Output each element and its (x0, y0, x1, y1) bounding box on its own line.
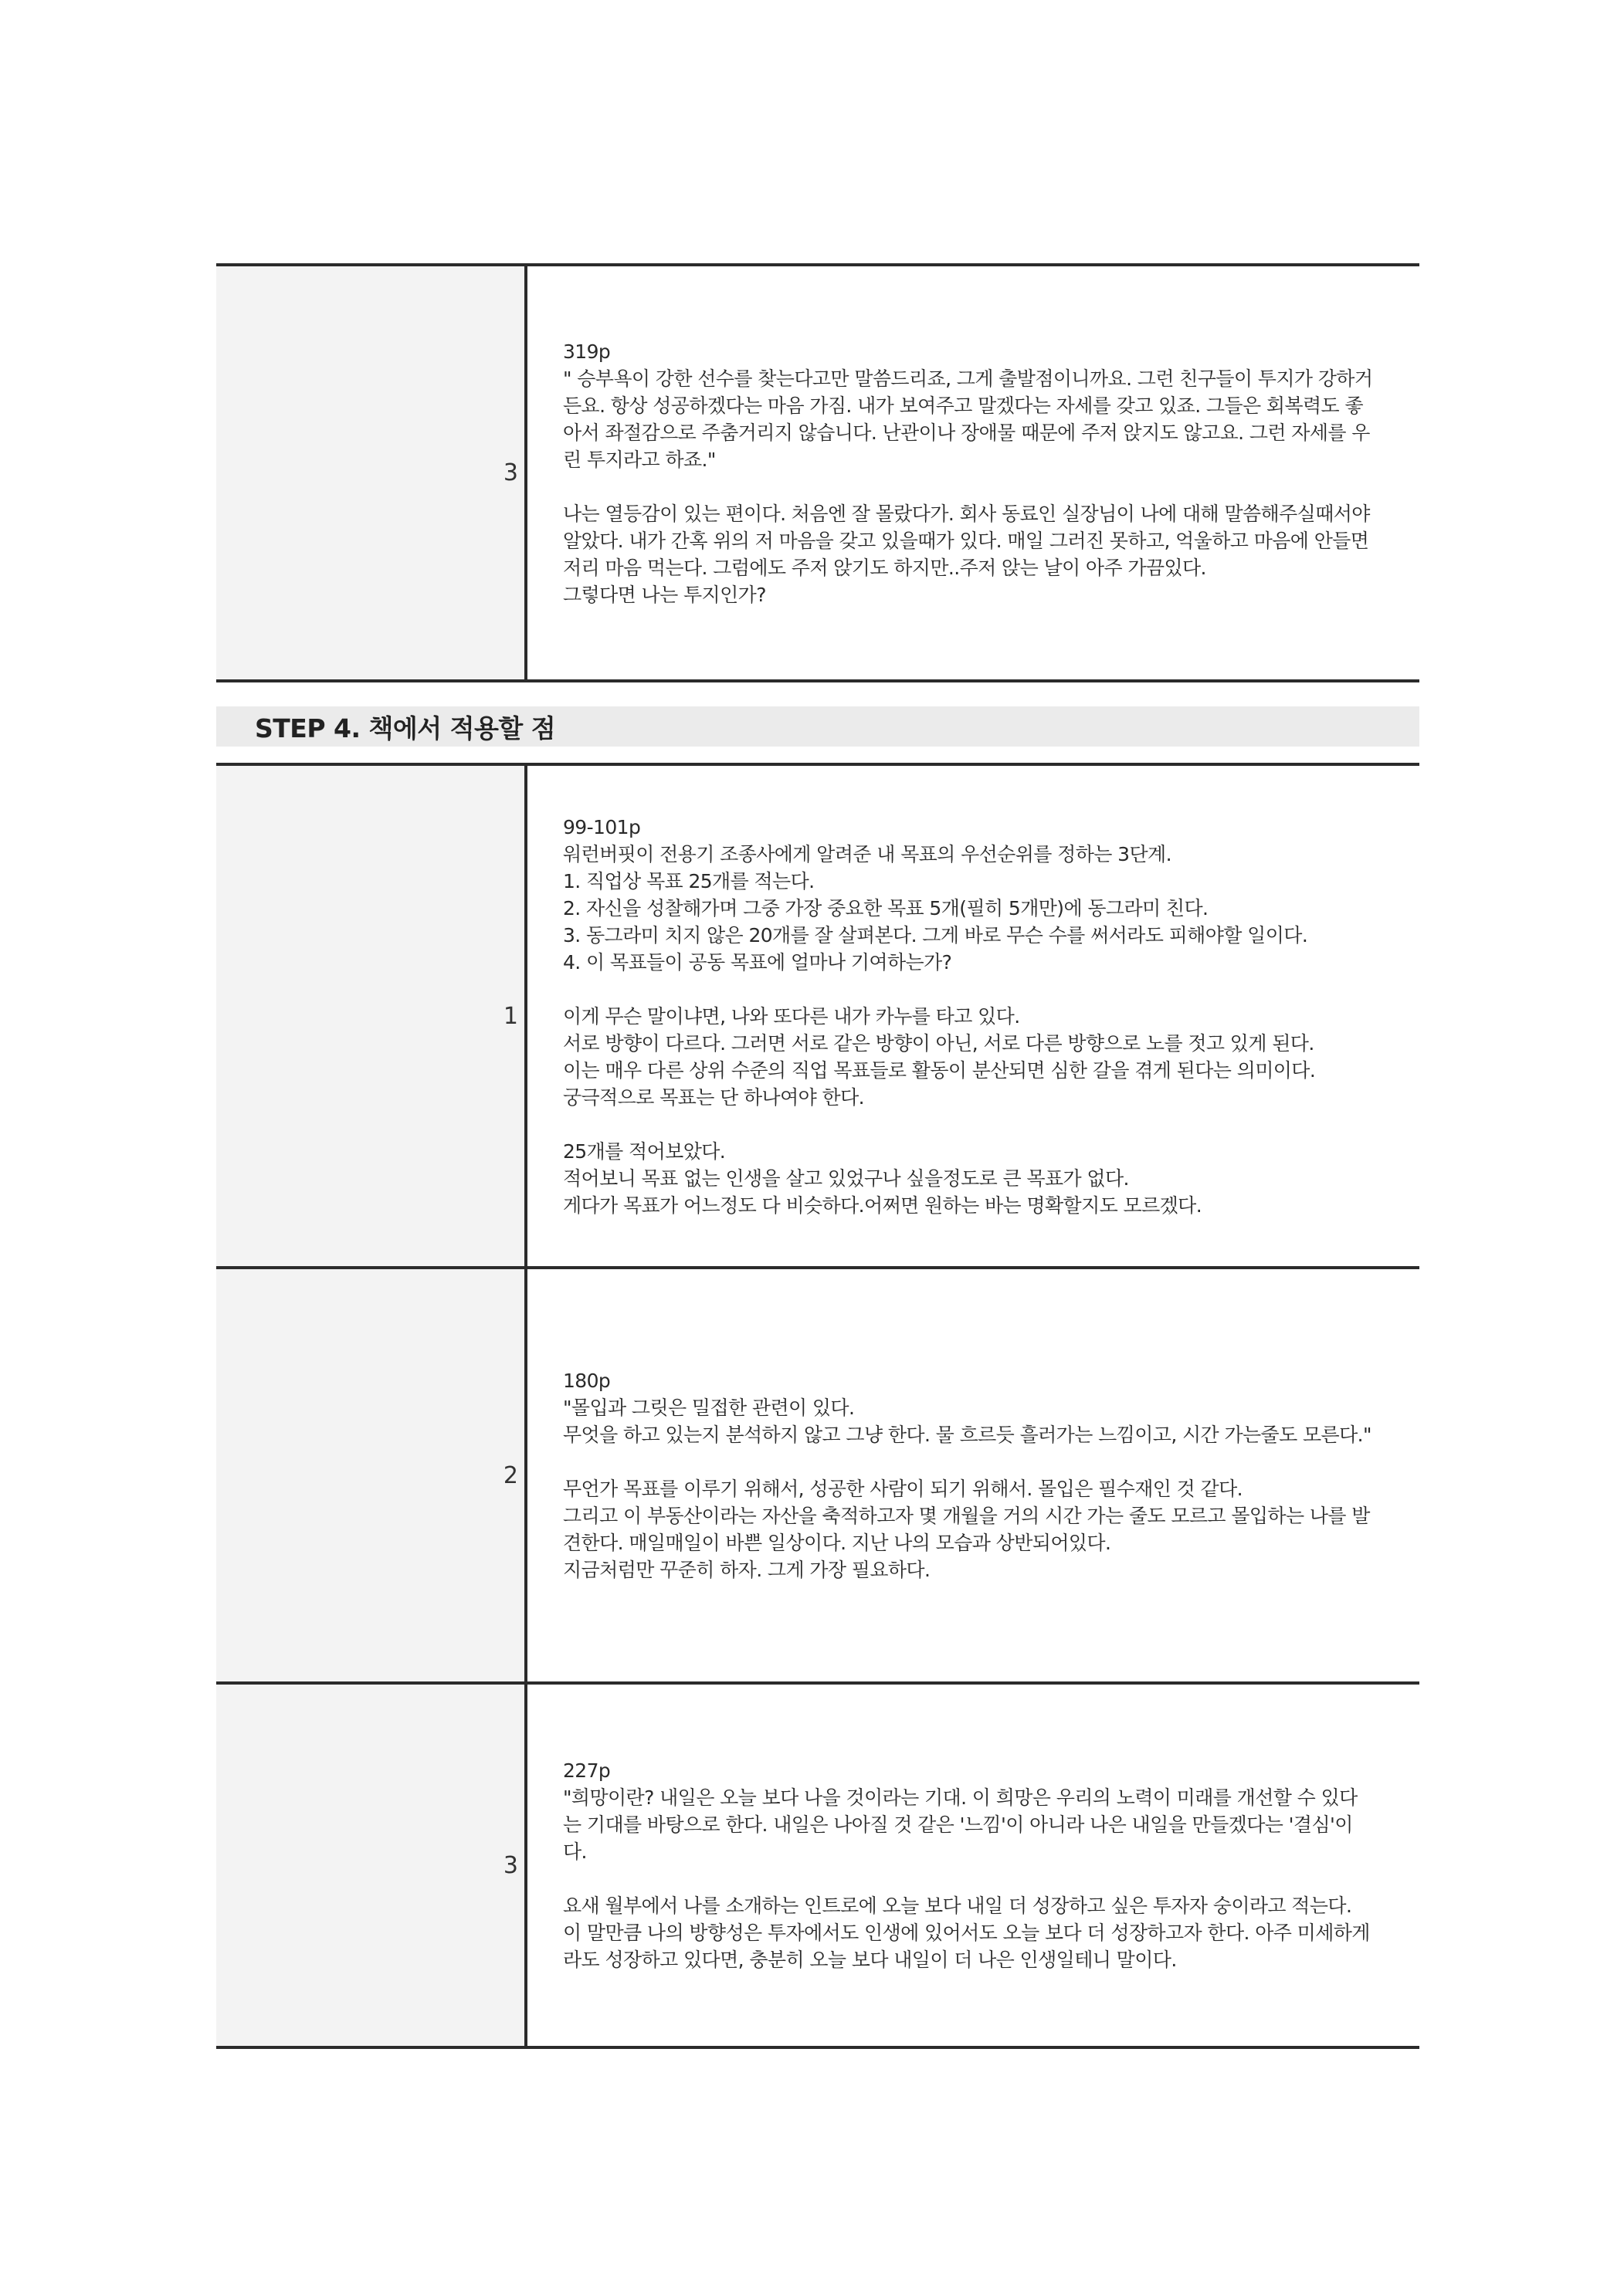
text-line: 319p (563, 340, 611, 363)
text-line: 저리 마음 먹는다. 그럼에도 주저 앉기도 하지만..주저 앉는 날이 아주 가끔있다. (563, 556, 1206, 579)
text-line: 180p (563, 1370, 611, 1392)
text-line: 무언가 목표를 이루기 위해서, 성공한 사람이 되기 위해서. 몰입은 필수재인 것 같다. (563, 1478, 1243, 1500)
text-line: 이는 매우 다른 상위 수준의 직업 목표들로 활동이 분산되면 심한 갈을 겪게 된다는 의미이다. (563, 1058, 1316, 1082)
table-row (216, 1269, 1419, 1685)
text-line: 게다가 목표가 어느정도 다 비슷하다.어쩌면 원하는 바는 명확할지도 모르겠다. (563, 1194, 1202, 1217)
text-line: 3. 동그라미 치지 않은 20개를 잘 살펴본다. 그게 바로 무슨 수를 써서라도 피해야할 일이다. (563, 923, 1308, 947)
text-line: 라도 성장하고 있다면, 충분히 오늘 보다 내일이 더 나은 인생일테니 말이다. (563, 1949, 1177, 1971)
row-content (527, 1685, 1419, 2046)
text-line: 이 말만큼 나의 방향성은 투자에서도 인생에 있어서도 오늘 보다 더 성장하고자 한다. 아주 미세하게 (563, 1922, 1370, 1944)
text-line: 아서 좌절감으로 주춤거리지 않습니다. 난관이나 장애물 때문에 주저 앉지도 않고요. 그런 자세를 우 (563, 421, 1370, 444)
text-line: 그렇다면 나는 투지인가? (563, 583, 766, 606)
text-line: 무엇을 하고 있는지 분석하지 않고 그냥 한다. 물 흐르듯 흘러가는 느낌이고, 시간 가는줄도 모른다." (563, 1424, 1371, 1446)
text-line: 알았다. 내가 간혹 위의 저 마음을 갖고 있을때가 있다. 매일 그러진 못하고, 억울하고 마음에 안들면 (563, 529, 1369, 552)
row-number: 1 (216, 766, 527, 1266)
text-line: 는 기대를 바탕으로 한다. 내일은 나아질 것 같은 '느낌'이 아니라 나은 내일을 만들겠다는 '결심'이 (563, 1813, 1353, 1836)
text-line: 린 투지라고 하죠." (563, 448, 716, 471)
text-line: 궁극적으로 목표는 단 하나여야 한다. (563, 1085, 864, 1109)
row-number: 3 (216, 1685, 527, 2046)
table-row (216, 766, 1419, 1269)
text-line: "몰입과 그릿은 밀접한 관련이 있다. (563, 1397, 855, 1419)
text-line: 2. 자신을 성찰해가며 그중 가장 중요한 목표 5개(필히 5개만)에 동그라미 친다. (563, 896, 1209, 919)
text-line: 서로 방향이 다르다. 그러면 서로 같은 방향이 아닌, 서로 다른 방향으로 노를 젓고 있게 된다. (563, 1031, 1314, 1055)
row-number: 3 (216, 266, 527, 679)
row-content (527, 266, 1419, 679)
blank-line (563, 976, 1415, 1003)
text-line: 4. 이 목표들이 공동 목표에 얼마나 기여하는가? (563, 950, 952, 974)
text-line: 나는 열등감이 있는 편이다. 처음엔 잘 몰랐다가. 회사 동료인 실장님이 나에 대해 말씀해주실때서야 (563, 502, 1370, 525)
text-line: 99-101p (563, 815, 641, 838)
table-row (216, 1685, 1419, 2046)
text-line: " 승부욕이 강한 선수를 찾는다고만 말씀드리죠, 그게 출발점이니까요. 그런 친구들이 투지가 강하거 (563, 367, 1373, 390)
blank-line (563, 473, 1415, 500)
text-line: 견한다. 매일매일이 바쁜 일상이다. 지난 나의 모습과 상반되어있다. (563, 1532, 1111, 1554)
row-content (527, 766, 1419, 1266)
text-line: 다. (563, 1841, 587, 1863)
text-line: "희망이란? 내일은 오늘 보다 나을 것이라는 기대. 이 희망은 우리의 노력이 미래를 개선할 수 있다 (563, 1786, 1358, 1809)
section-title: STEP 4. 책에서 적용할 점 (255, 713, 556, 743)
text-line: 그리고 이 부동산이라는 자산을 축적하고자 몇 개월을 거의 시간 가는 줄도 모르고 몰입하는 나를 발 (563, 1505, 1370, 1527)
text-line: 요새 월부에서 나를 소개하는 인트로에 오늘 보다 내일 더 성장하고 싶은 투자자 숭이라고 적는다. (563, 1895, 1352, 1917)
top-table (216, 263, 1419, 682)
blank-line (563, 1448, 1415, 1475)
row-number: 2 (216, 1269, 527, 1681)
section-header (216, 706, 1419, 747)
text-line: 적어보니 목표 없는 인생을 살고 있었구나 싶을정도로 큰 목표가 없다. (563, 1167, 1129, 1190)
text-line: 이게 무슨 말이냐면, 나와 또다른 내가 카누를 타고 있다. (563, 1004, 1020, 1028)
row-content (527, 1269, 1419, 1681)
text-line: 워런버핏이 전용기 조종사에게 알려준 내 목표의 우선순위를 정하는 3단계. (563, 842, 1171, 865)
text-line: 25개를 적어보았다. (563, 1140, 726, 1163)
bottom-table (216, 763, 1419, 2049)
text-line: 227p (563, 1759, 611, 1782)
text-line: 지금처럼만 꾸준히 하자. 그게 가장 필요하다. (563, 1559, 931, 1581)
table-row (216, 266, 1419, 679)
blank-line (563, 1865, 1415, 1892)
text-line: 든요. 항상 성공하겠다는 마음 가짐. 내가 보여주고 말겠다는 자세를 갖고 있죠. 그들은 회복력도 좋 (563, 394, 1364, 417)
blank-line (563, 1111, 1415, 1138)
text-line: 1. 직업상 목표 25개를 적는다. (563, 869, 815, 892)
